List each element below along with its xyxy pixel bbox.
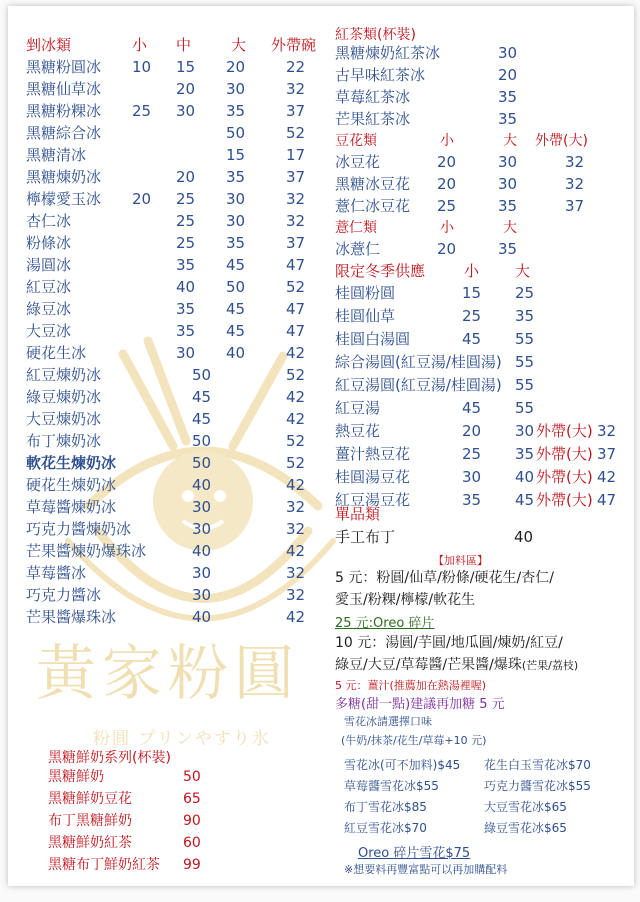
milk-ice-row <box>26 452 326 474</box>
price-takeout: 32 <box>286 586 306 604</box>
price-medium: 25 <box>176 190 196 208</box>
snow-item-left: 布丁雪花冰$85 <box>344 800 427 814</box>
price: 30 <box>498 44 518 62</box>
price-takeout: 42 <box>286 608 306 626</box>
price-small: 20 <box>437 175 457 193</box>
price-large: 35 <box>226 102 246 120</box>
price-takeout: 22 <box>286 58 306 76</box>
shaved-ice-row <box>26 232 326 254</box>
brown-sugar-milk-title: 黑糖鮮奶系列(杯裝) <box>48 750 171 766</box>
black-tea-row <box>335 64 585 86</box>
item-name: 布丁黑糖鮮奶 <box>48 813 132 829</box>
black-tea-row <box>335 108 585 130</box>
tofu-header-name: 豆花類 <box>335 133 377 149</box>
shaved-ice-row <box>26 56 326 78</box>
price-large: 45 <box>226 322 246 340</box>
price-medium: 40 <box>176 278 196 296</box>
milk-ice-row <box>26 474 326 496</box>
single-item-title: 單品類 <box>335 505 381 523</box>
item-name: 黑糖粉粿冰 <box>26 102 102 120</box>
item-name: 芒果醬爆珠冰 <box>26 608 117 626</box>
tofu-row <box>335 151 625 173</box>
snow-item-left: 雪花冰(可不加料)$45 <box>344 758 461 772</box>
item-name: 布丁煉奶冰 <box>26 432 102 450</box>
snow-item-right: 綠豆雪花冰$65 <box>484 821 567 835</box>
addons-title: 【加料區】 <box>433 554 488 567</box>
addons-25-line: 25 元:Oreo 碎片 <box>335 616 435 631</box>
snow-note: 雪花冰請選擇口味 <box>344 715 432 728</box>
price-takeout: 42 <box>286 344 306 362</box>
price: 45 <box>192 410 212 428</box>
header-small: 小 <box>132 36 148 54</box>
item-name: 軟花生煉奶冰 <box>26 454 117 472</box>
tofu-header-small: 小 <box>440 133 454 149</box>
shaved-ice-row <box>26 320 326 342</box>
tofu-header-large: 大 <box>503 133 517 149</box>
price: 35 <box>498 110 518 128</box>
price-large: 50 <box>226 124 246 142</box>
price-small: 20 <box>437 240 457 258</box>
milk-ice-row <box>26 408 326 430</box>
barley-header <box>335 217 535 239</box>
black-tea-title: 紅茶類(杯裝) <box>335 27 416 43</box>
winter-header-small: 小 <box>464 262 480 280</box>
price-large: 15 <box>226 146 246 164</box>
price-large: 55 <box>515 399 535 417</box>
price-takeout: 32 <box>286 498 306 516</box>
milk-ice-row <box>26 496 326 518</box>
item-name: 黑糖冰豆花 <box>335 175 411 193</box>
takeout-tag: 外帶(大) <box>536 445 593 463</box>
item-name: 黑糖粉圓冰 <box>26 58 102 76</box>
brown-sugar-milk-row <box>48 810 248 832</box>
milk-ice-row <box>26 562 326 584</box>
item-name: 草莓醬煉奶冰 <box>26 498 117 516</box>
price-medium: 30 <box>176 102 196 120</box>
item-name: 巧克力醬冰 <box>26 586 102 604</box>
milk-ice-row <box>26 518 326 540</box>
shaved-ice-row <box>26 298 326 320</box>
item-name: 紅豆湯 <box>335 399 381 417</box>
addons-10-line-b-note: (芒果/荔枝) <box>521 659 579 672</box>
price-small: 25 <box>462 307 482 325</box>
snow-footer: ※想要料再豐富點可以再加購配料 <box>344 863 508 876</box>
brown-sugar-milk-row <box>48 766 248 788</box>
price-small: 20 <box>132 190 152 208</box>
item-name: 硬花生煉奶冰 <box>26 476 117 494</box>
winter-row <box>335 305 630 327</box>
price-takeout: 47 <box>286 256 306 274</box>
item-name: 古早味紅茶冰 <box>335 66 426 84</box>
addons-10-line-b-text: 綠豆/大豆/草莓醬/芒果醬/爆珠 <box>335 657 522 673</box>
header-name: 剉冰類 <box>26 36 72 54</box>
item-name: 檸檬愛玉冰 <box>26 190 102 208</box>
price: 50 <box>183 769 201 785</box>
price-large: 35 <box>498 240 518 258</box>
price: 45 <box>192 388 212 406</box>
price-small: 35 <box>462 491 482 509</box>
item-name: 黑糖鮮奶豆花 <box>48 791 132 807</box>
price-medium: 20 <box>176 80 196 98</box>
shaved-ice-row <box>26 144 326 166</box>
takeout-tag: 外帶(大) <box>536 422 593 440</box>
price-large: 45 <box>226 300 246 318</box>
snow-row <box>344 817 629 839</box>
price-large: 20 <box>226 58 246 76</box>
shaved-ice-row <box>26 100 326 122</box>
addons-10-line-b <box>335 654 578 674</box>
price-small: 15 <box>462 284 482 302</box>
barley-header-large: 大 <box>503 220 517 236</box>
item-name: 紅豆湯豆花 <box>335 491 411 509</box>
price-takeout: 42 <box>597 468 617 486</box>
shaved-ice-header <box>26 34 326 56</box>
price-small: 25 <box>462 445 482 463</box>
price-takeout: 52 <box>286 432 306 450</box>
price-takeout: 32 <box>286 564 306 582</box>
winter-row <box>335 328 630 350</box>
tofu-pudding-header <box>335 130 625 152</box>
snow-row <box>344 796 629 818</box>
price-small: 25 <box>437 197 457 215</box>
price: 99 <box>183 857 201 873</box>
price: 40 <box>192 608 212 626</box>
price: 30 <box>192 520 212 538</box>
price-takeout: 32 <box>286 190 306 208</box>
price-takeout: 32 <box>286 212 306 230</box>
snow-row <box>344 754 629 776</box>
item-name: 芒果醬煉奶爆珠冰 <box>26 542 147 560</box>
header-large: 大 <box>231 36 247 54</box>
item-name: 黑糖煉奶冰 <box>26 168 102 186</box>
price-takeout: 47 <box>286 322 306 340</box>
milk-ice-row <box>26 584 326 606</box>
barley-header-name: 薏仁類 <box>335 220 377 236</box>
price: 50 <box>192 366 212 384</box>
price-large: 45 <box>515 491 535 509</box>
price-takeout: 42 <box>286 388 306 406</box>
snow-item-right: 大豆雪花冰$65 <box>484 800 567 814</box>
price: 30 <box>192 498 212 516</box>
snow-row <box>344 775 629 797</box>
price-takeout: 32 <box>286 80 306 98</box>
shaved-ice-row <box>26 342 326 364</box>
winter-row <box>335 466 630 488</box>
tofu-row <box>335 173 625 195</box>
item-name: 綠豆冰 <box>26 300 72 318</box>
snow-item-right: 花生白玉雪花冰$70 <box>484 758 591 772</box>
barley-header-small: 小 <box>440 220 454 236</box>
price-takeout: 42 <box>286 476 306 494</box>
price-takeout: 37 <box>286 102 306 120</box>
item-name: 紅豆湯圓(紅豆湯/桂圓湯) <box>335 376 502 394</box>
item-name: 綜合湯圓(紅豆湯/桂圓湯) <box>335 353 502 371</box>
brown-sugar-milk-row <box>48 854 248 876</box>
shaved-ice-row <box>26 254 326 276</box>
price-large: 55 <box>515 376 535 394</box>
item-name: 桂圓仙草 <box>335 307 396 325</box>
watermark-title: 黃家粉圓 <box>36 639 300 709</box>
price-medium: 25 <box>176 212 196 230</box>
price-takeout: 37 <box>597 445 617 463</box>
snow-item-left: 草莓醬雪花冰$55 <box>344 779 439 793</box>
price-small: 25 <box>132 102 152 120</box>
addons-ginger: 5 元：薑汁(推薦加在熱湯裡喔) <box>335 679 487 692</box>
header-medium: 中 <box>176 36 192 54</box>
price-takeout: 37 <box>286 234 306 252</box>
price-large: 30 <box>226 190 246 208</box>
price-takeout: 37 <box>565 197 585 215</box>
addons-10-line-a: 10 元：湯圓/芋圓/地瓜圓/煉奶/紅豆/ <box>335 635 563 651</box>
shaved-ice-row <box>26 122 326 144</box>
watermark-subtitle: 粉圓 プリンやすり氷 <box>93 729 271 749</box>
shaved-ice-row <box>26 276 326 298</box>
item-name: 紅豆冰 <box>26 278 72 296</box>
addons-sugar: 多糖(甜一點)建議再加糖 5 元 <box>335 697 505 712</box>
item-name: 巧克力醬煉奶冰 <box>26 520 132 538</box>
price-takeout: 52 <box>286 278 306 296</box>
item-name: 大豆煉奶冰 <box>26 410 102 428</box>
item-name: 薑汁熱豆花 <box>335 445 411 463</box>
addons-5-line-b: 愛玉/粉粿/檸檬/軟花生 <box>335 592 476 608</box>
price: 90 <box>183 813 201 829</box>
item-name: 草莓醬冰 <box>26 564 87 582</box>
price-takeout: 52 <box>286 454 306 472</box>
winter-header-name: 限定冬季供應 <box>335 262 426 280</box>
price-large: 35 <box>515 307 535 325</box>
item-name: 黑糖清冰 <box>26 146 87 164</box>
price-small: 20 <box>437 153 457 171</box>
price-large: 50 <box>226 278 246 296</box>
item-name: 黑糖煉奶紅茶冰 <box>335 44 441 62</box>
price-large: 30 <box>498 175 518 193</box>
milk-ice-row <box>26 364 326 386</box>
milk-ice-row <box>26 606 326 628</box>
takeout-tag: 外帶(大) <box>536 468 593 486</box>
winter-header-large: 大 <box>515 262 531 280</box>
price-takeout: 52 <box>286 124 306 142</box>
snow-oreo: Oreo 碎片雪花$75 <box>358 846 471 861</box>
price: 30 <box>192 586 212 604</box>
price-medium: 20 <box>176 168 196 186</box>
price-takeout: 52 <box>286 366 306 384</box>
addons-5-line-a: 5 元：粉圓/仙草/粉條/硬花生/杏仁/ <box>335 570 554 586</box>
price-large: 25 <box>515 284 535 302</box>
black-tea-row <box>335 42 585 64</box>
price: 50 <box>192 454 212 472</box>
price-takeout: 32 <box>565 153 585 171</box>
winter-row <box>335 420 630 442</box>
single-item-name: 手工布丁 <box>335 528 396 546</box>
price: 35 <box>498 88 518 106</box>
price-large: 55 <box>515 353 535 371</box>
price-small: 45 <box>462 330 482 348</box>
brown-sugar-milk-row <box>48 832 248 854</box>
price: 20 <box>498 66 518 84</box>
item-name: 熱豆花 <box>335 422 381 440</box>
shaved-ice-row <box>26 166 326 188</box>
price-large: 35 <box>498 197 518 215</box>
winter-row <box>335 374 630 396</box>
item-name: 薏仁冰豆花 <box>335 197 411 215</box>
price-takeout: 42 <box>286 410 306 428</box>
item-name: 綠豆煉奶冰 <box>26 388 102 406</box>
milk-ice-row <box>26 430 326 452</box>
snow-item-right: 巧克力醬雪花冰$55 <box>484 779 591 793</box>
price-takeout: 37 <box>286 168 306 186</box>
winter-row <box>335 397 630 419</box>
item-name: 黑糖仙草冰 <box>26 80 102 98</box>
price-medium: 30 <box>176 344 196 362</box>
winter-row <box>335 443 630 465</box>
tofu-row <box>335 195 625 217</box>
item-name: 黑糖鮮奶 <box>48 769 104 785</box>
item-name: 紅豆煉奶冰 <box>26 366 102 384</box>
price-large: 35 <box>226 234 246 252</box>
price-small: 20 <box>462 422 482 440</box>
header-takeout: 外帶碗 <box>271 36 317 54</box>
shaved-ice-row <box>26 210 326 232</box>
price-large: 30 <box>226 212 246 230</box>
single-item-price: 40 <box>514 528 534 546</box>
item-name: 黑糖綜合冰 <box>26 124 102 142</box>
price-large: 55 <box>515 330 535 348</box>
price-takeout: 42 <box>286 542 306 560</box>
item-name: 桂圓白湯圓 <box>335 330 411 348</box>
price-large: 30 <box>515 422 535 440</box>
item-name: 大豆冰 <box>26 322 72 340</box>
item-name: 冰豆花 <box>335 153 381 171</box>
price-medium: 15 <box>176 58 196 76</box>
item-name: 硬花生冰 <box>26 344 87 362</box>
price-takeout: 32 <box>565 175 585 193</box>
item-name: 黑糖鮮奶紅茶 <box>48 835 132 851</box>
snow-item-left: 紅豆雪花冰$70 <box>344 821 427 835</box>
item-name: 草莓紅茶冰 <box>335 88 411 106</box>
winter-row <box>335 351 630 373</box>
item-name: 黑糖布丁鮮奶紅茶 <box>48 857 160 873</box>
item-name: 冰薏仁 <box>335 240 381 258</box>
snow-flavors: (牛奶/抹茶/花生/草莓+10 元) <box>341 734 487 747</box>
price-small: 30 <box>462 468 482 486</box>
price-medium: 25 <box>176 234 196 252</box>
price-small: 10 <box>132 58 152 76</box>
tofu-header-takeout: 外帶(大) <box>535 133 588 149</box>
single-item-row <box>335 526 585 548</box>
price-medium: 35 <box>176 256 196 274</box>
milk-ice-row <box>26 386 326 408</box>
price: 30 <box>192 564 212 582</box>
item-name: 桂圓粉圓 <box>335 284 396 302</box>
price-takeout: 32 <box>597 422 617 440</box>
item-name: 芒果紅茶冰 <box>335 110 411 128</box>
price-takeout: 17 <box>286 146 306 164</box>
item-name: 粉條冰 <box>26 234 72 252</box>
price: 40 <box>192 476 212 494</box>
price-large: 40 <box>515 468 535 486</box>
takeout-tag: 外帶(大) <box>536 491 593 509</box>
shaved-ice-row <box>26 78 326 100</box>
price: 65 <box>183 791 201 807</box>
price-large: 30 <box>226 80 246 98</box>
price-large: 35 <box>226 168 246 186</box>
shaved-ice-row <box>26 188 326 210</box>
price: 60 <box>183 835 201 851</box>
winter-row <box>335 282 630 304</box>
price: 50 <box>192 432 212 450</box>
price-takeout: 32 <box>286 520 306 538</box>
item-name: 湯圓冰 <box>26 256 72 274</box>
brown-sugar-milk-row <box>48 788 248 810</box>
menu-page <box>8 6 634 886</box>
item-name: 桂圓湯豆花 <box>335 468 411 486</box>
price-takeout: 47 <box>597 491 617 509</box>
barley-row <box>335 238 585 260</box>
price-large: 35 <box>515 445 535 463</box>
price-takeout: 47 <box>286 300 306 318</box>
price-large: 40 <box>226 344 246 362</box>
price-large: 45 <box>226 256 246 274</box>
price-large: 30 <box>498 153 518 171</box>
winter-header <box>335 260 585 282</box>
price-small: 45 <box>462 399 482 417</box>
milk-ice-row <box>26 540 326 562</box>
item-name: 杏仁冰 <box>26 212 72 230</box>
price: 40 <box>192 542 212 560</box>
black-tea-row <box>335 86 585 108</box>
price-medium: 35 <box>176 322 196 340</box>
price-medium: 35 <box>176 300 196 318</box>
